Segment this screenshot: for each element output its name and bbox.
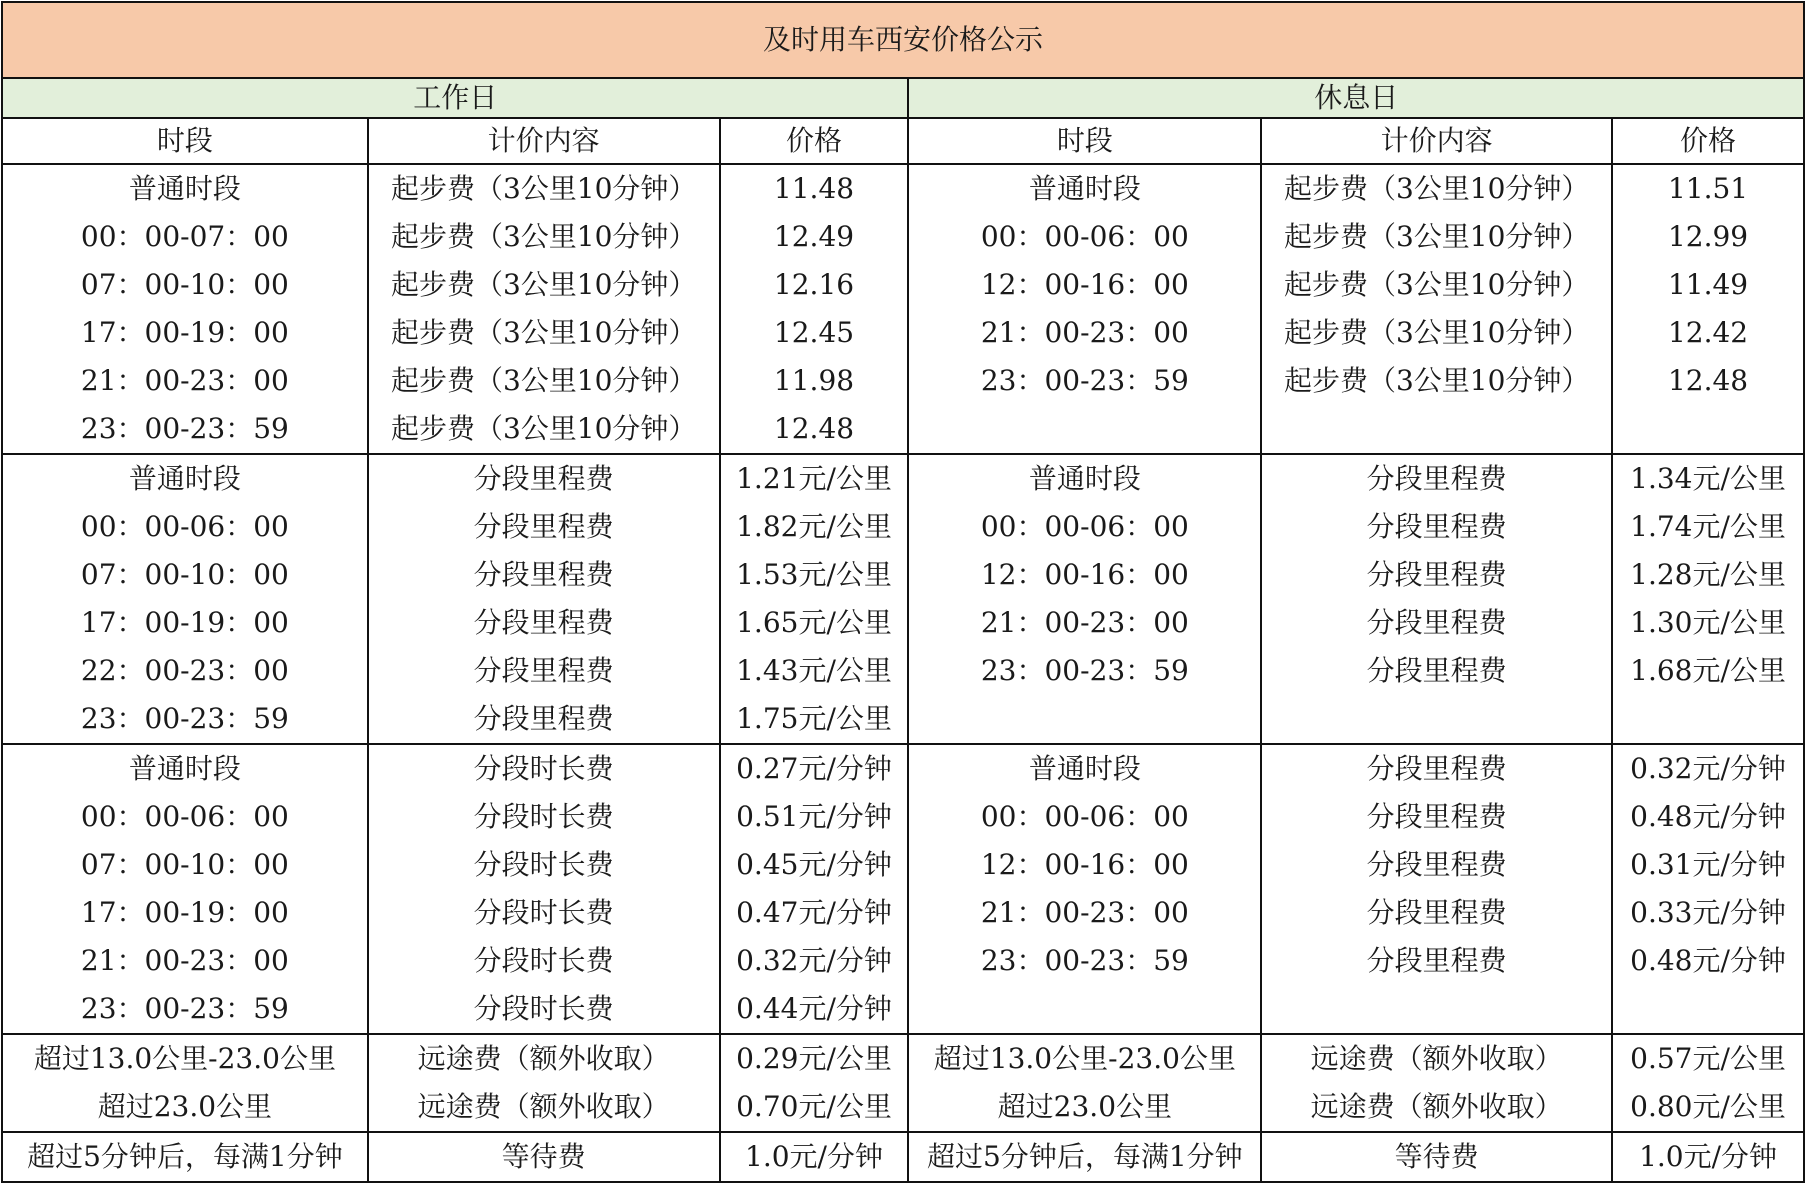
holiday-period-text: 超过23.0公里 xyxy=(997,1090,1173,1123)
workday-price-text: 0.45元/分钟 xyxy=(736,848,892,881)
workday-content-text: 分段里程费 xyxy=(473,702,614,735)
title-row xyxy=(2,2,1804,78)
holiday-contents-cell xyxy=(1261,1132,1612,1182)
price-group-row xyxy=(2,1034,1804,1132)
holiday-price-text: 12.99 xyxy=(1667,220,1749,253)
holiday-price-text: 0.31元/分钟 xyxy=(1630,848,1786,881)
workday-content-text: 分段里程费 xyxy=(473,606,614,639)
workday-periods-cell xyxy=(2,454,368,744)
workday-period-text: 超过13.0公里-23.0公里 xyxy=(33,1042,336,1075)
holiday-period-text: 超过5分钟后，每满1分钟 xyxy=(927,1140,1243,1173)
holiday-price-text: 1.68元/公里 xyxy=(1630,654,1786,687)
holiday-period-text: 普通时段 xyxy=(1028,172,1141,205)
workday-period-text: 21：00-23：00 xyxy=(80,364,289,397)
holiday-price-text: 0.57元/公里 xyxy=(1630,1042,1786,1075)
holiday-content-text: 分段里程费 xyxy=(1366,558,1507,591)
holiday-periods-cell xyxy=(908,1034,1261,1132)
workday-period-text: 17：00-19：00 xyxy=(80,896,289,929)
holiday-content-header: 计价内容 xyxy=(1261,118,1612,164)
workday-content-text: 分段时长费 xyxy=(473,848,614,881)
workday-price-text: 11.48 xyxy=(773,172,855,205)
holiday-periods-cell xyxy=(908,744,1261,1034)
holiday-price-text: 0.33元/分钟 xyxy=(1630,896,1786,929)
holiday-period-text: 普通时段 xyxy=(1028,752,1141,785)
price-group-row xyxy=(2,454,1804,744)
workday-prices-cell xyxy=(720,744,909,1034)
workday-contents-cell xyxy=(368,1132,720,1182)
workday-contents-cell xyxy=(368,1034,720,1132)
holiday-content-text: 分段里程费 xyxy=(1366,606,1507,639)
column-header-row xyxy=(2,118,1804,164)
holiday-period-text: 23：00-23：59 xyxy=(980,364,1189,397)
workday-period-text: 23：00-23：59 xyxy=(80,412,289,445)
price-groups xyxy=(2,164,1804,1182)
workday-price-text: 0.44元/分钟 xyxy=(736,992,892,1025)
holiday-period-text: 21：00-23：00 xyxy=(980,606,1189,639)
workday-periods-cell xyxy=(2,164,368,454)
holiday-period-text: 21：00-23：00 xyxy=(980,316,1189,349)
workday-price-text: 0.27元/分钟 xyxy=(736,752,892,785)
holiday-content-text: 分段里程费 xyxy=(1366,800,1507,833)
holiday-periods-cell xyxy=(908,454,1261,744)
workday-prices-cell xyxy=(720,1132,909,1182)
workday-periods-cell xyxy=(2,744,368,1034)
workday-content-text: 远途费（额外收取） xyxy=(417,1090,670,1123)
workday-content-text: 分段里程费 xyxy=(473,510,614,543)
holiday-contents-cell xyxy=(1261,744,1612,1034)
workday-price-header: 价格 xyxy=(720,118,909,164)
workday-periods-cell xyxy=(2,1132,368,1182)
holiday-price-text: 0.48元/分钟 xyxy=(1630,800,1786,833)
holiday-content-text: 起步费（3公里10分钟） xyxy=(1283,172,1590,205)
workday-price-text: 1.0元/分钟 xyxy=(745,1140,883,1173)
workday-content-text: 起步费（3公里10分钟） xyxy=(390,412,697,445)
workday-price-text: 1.43元/公里 xyxy=(736,654,892,687)
workday-period-text: 17：00-19：00 xyxy=(80,606,289,639)
holiday-content-text: 分段里程费 xyxy=(1366,944,1507,977)
workday-period-text: 21：00-23：00 xyxy=(80,944,289,977)
workday-content-text: 起步费（3公里10分钟） xyxy=(390,268,697,301)
holiday-content-text: 起步费（3公里10分钟） xyxy=(1283,268,1590,301)
workday-period-text: 普通时段 xyxy=(128,462,241,495)
price-group-row xyxy=(2,164,1804,454)
workday-contents-cell xyxy=(368,164,720,454)
holiday-period-text: 12：00-16：00 xyxy=(980,558,1189,591)
holiday-period-text: 12：00-16：00 xyxy=(980,848,1189,881)
workday-content-header: 计价内容 xyxy=(368,118,720,164)
workday-price-text: 12.49 xyxy=(773,220,855,253)
holiday-prices-cell xyxy=(1612,454,1804,744)
holiday-period-text: 00：00-06：00 xyxy=(980,510,1189,543)
workday-period-text: 23：00-23：59 xyxy=(80,992,289,1025)
workday-period-text: 普通时段 xyxy=(128,752,241,785)
workday-price-text: 12.45 xyxy=(773,316,855,349)
holiday-period-text: 00：00-06：00 xyxy=(980,800,1189,833)
workday-period-text: 22：00-23：00 xyxy=(80,654,289,687)
holiday-price-text: 0.32元/分钟 xyxy=(1630,752,1786,785)
holiday-content-text: 分段里程费 xyxy=(1366,510,1507,543)
holiday-contents-cell xyxy=(1261,454,1612,744)
holiday-price-header: 价格 xyxy=(1612,118,1804,164)
workday-content-text: 分段里程费 xyxy=(473,558,614,591)
workday-content-text: 起步费（3公里10分钟） xyxy=(390,172,697,205)
workday-content-text: 分段里程费 xyxy=(473,462,614,495)
holiday-period-text: 12：00-16：00 xyxy=(980,268,1189,301)
holiday-price-text: 12.48 xyxy=(1667,364,1749,397)
holiday-period-text: 23：00-23：59 xyxy=(980,654,1189,687)
holiday-content-text: 分段里程费 xyxy=(1366,654,1507,687)
holiday-content-text: 等待费 xyxy=(1394,1140,1479,1173)
workday-content-text: 分段时长费 xyxy=(473,896,614,929)
workday-price-text: 11.98 xyxy=(773,364,855,397)
workday-content-text: 分段时长费 xyxy=(473,800,614,833)
workday-price-text: 0.47元/分钟 xyxy=(736,896,892,929)
workday-period-text: 07：00-10：00 xyxy=(80,268,289,301)
holiday-price-text: 1.28元/公里 xyxy=(1630,558,1786,591)
holiday-prices-cell xyxy=(1612,1132,1804,1182)
workday-price-text: 0.29元/公里 xyxy=(736,1042,892,1075)
holiday-header: 休息日 xyxy=(908,78,1804,118)
workday-period-text: 00：00-07：00 xyxy=(80,220,289,253)
workday-content-text: 等待费 xyxy=(501,1140,586,1173)
price-group-row xyxy=(2,744,1804,1034)
holiday-content-text: 起步费（3公里10分钟） xyxy=(1283,316,1590,349)
workday-price-text: 0.32元/分钟 xyxy=(736,944,892,977)
holiday-price-text: 0.80元/公里 xyxy=(1630,1090,1786,1123)
holiday-content-text: 分段里程费 xyxy=(1366,896,1507,929)
holiday-content-text: 远途费（额外收取） xyxy=(1310,1042,1563,1075)
workday-price-text: 1.65元/公里 xyxy=(736,606,892,639)
holiday-content-text: 分段里程费 xyxy=(1366,752,1507,785)
holiday-period-text: 00：00-06：00 xyxy=(980,220,1189,253)
holiday-price-text: 1.34元/公里 xyxy=(1630,462,1786,495)
workday-period-text: 超过23.0公里 xyxy=(97,1090,273,1123)
workday-period-text: 07：00-10：00 xyxy=(80,848,289,881)
workday-price-text: 12.48 xyxy=(773,412,855,445)
workday-period-text: 普通时段 xyxy=(128,172,241,205)
workday-prices-cell xyxy=(720,454,909,744)
workday-prices-cell xyxy=(720,1034,909,1132)
workday-content-text: 远途费（额外收取） xyxy=(417,1042,670,1075)
sheet-title: 及时用车西安价格公示 xyxy=(2,2,1804,78)
workday-price-text: 0.70元/公里 xyxy=(736,1090,892,1123)
workday-period-text: 07：00-10：00 xyxy=(80,558,289,591)
holiday-price-text: 11.49 xyxy=(1667,268,1749,301)
holiday-period-text: 21：00-23：00 xyxy=(980,896,1189,929)
workday-price-text: 0.51元/分钟 xyxy=(736,800,892,833)
holiday-prices-cell xyxy=(1612,164,1804,454)
price-table xyxy=(1,1,1805,1183)
workday-content-text: 起步费（3公里10分钟） xyxy=(390,220,697,253)
workday-period-text: 00：00-06：00 xyxy=(80,800,289,833)
workday-content-text: 分段时长费 xyxy=(473,992,614,1025)
holiday-period-text: 普通时段 xyxy=(1028,462,1141,495)
holiday-contents-cell xyxy=(1261,164,1612,454)
workday-prices-cell xyxy=(720,164,909,454)
holiday-prices-cell xyxy=(1612,744,1804,1034)
holiday-price-text: 1.74元/公里 xyxy=(1630,510,1786,543)
workday-contents-cell xyxy=(368,454,720,744)
workday-period-text: 23：00-23：59 xyxy=(80,702,289,735)
workday-price-text: 12.16 xyxy=(773,268,855,301)
workday-price-text: 1.21元/公里 xyxy=(736,462,892,495)
price-group-row xyxy=(2,1132,1804,1182)
workday-content-text: 起步费（3公里10分钟） xyxy=(390,364,697,397)
holiday-periods-cell xyxy=(908,164,1261,454)
workday-period-header: 时段 xyxy=(2,118,368,164)
workday-periods-cell xyxy=(2,1034,368,1132)
workday-contents-cell xyxy=(368,744,720,1034)
workday-header: 工作日 xyxy=(2,78,908,118)
holiday-contents-cell xyxy=(1261,1034,1612,1132)
workday-period-text: 17：00-19：00 xyxy=(80,316,289,349)
workday-price-text: 1.53元/公里 xyxy=(736,558,892,591)
workday-content-text: 起步费（3公里10分钟） xyxy=(390,316,697,349)
holiday-periods-cell xyxy=(908,1132,1261,1182)
workday-content-text: 分段时长费 xyxy=(473,944,614,977)
holiday-period-text: 23：00-23：59 xyxy=(980,944,1189,977)
workday-period-text: 超过5分钟后，每满1分钟 xyxy=(27,1140,343,1173)
holiday-price-text: 11.51 xyxy=(1667,172,1749,205)
workday-content-text: 分段时长费 xyxy=(473,752,614,785)
holiday-period-header: 时段 xyxy=(908,118,1261,164)
holiday-price-text: 12.42 xyxy=(1667,316,1749,349)
holiday-content-text: 起步费（3公里10分钟） xyxy=(1283,220,1590,253)
day-type-row xyxy=(2,78,1804,118)
holiday-content-text: 分段里程费 xyxy=(1366,848,1507,881)
holiday-price-text: 0.48元/分钟 xyxy=(1630,944,1786,977)
holiday-price-text: 1.0元/分钟 xyxy=(1639,1140,1778,1173)
holiday-content-text: 远途费（额外收取） xyxy=(1310,1090,1563,1123)
holiday-period-text: 超过13.0公里-23.0公里 xyxy=(933,1042,1236,1075)
workday-price-text: 1.82元/公里 xyxy=(736,510,892,543)
holiday-content-text: 起步费（3公里10分钟） xyxy=(1283,364,1590,397)
workday-period-text: 00：00-06：00 xyxy=(80,510,289,543)
holiday-content-text: 分段里程费 xyxy=(1366,462,1507,495)
workday-content-text: 分段里程费 xyxy=(473,654,614,687)
holiday-price-text: 1.30元/公里 xyxy=(1630,606,1786,639)
holiday-prices-cell xyxy=(1612,1034,1804,1132)
workday-price-text: 1.75元/公里 xyxy=(736,702,892,735)
